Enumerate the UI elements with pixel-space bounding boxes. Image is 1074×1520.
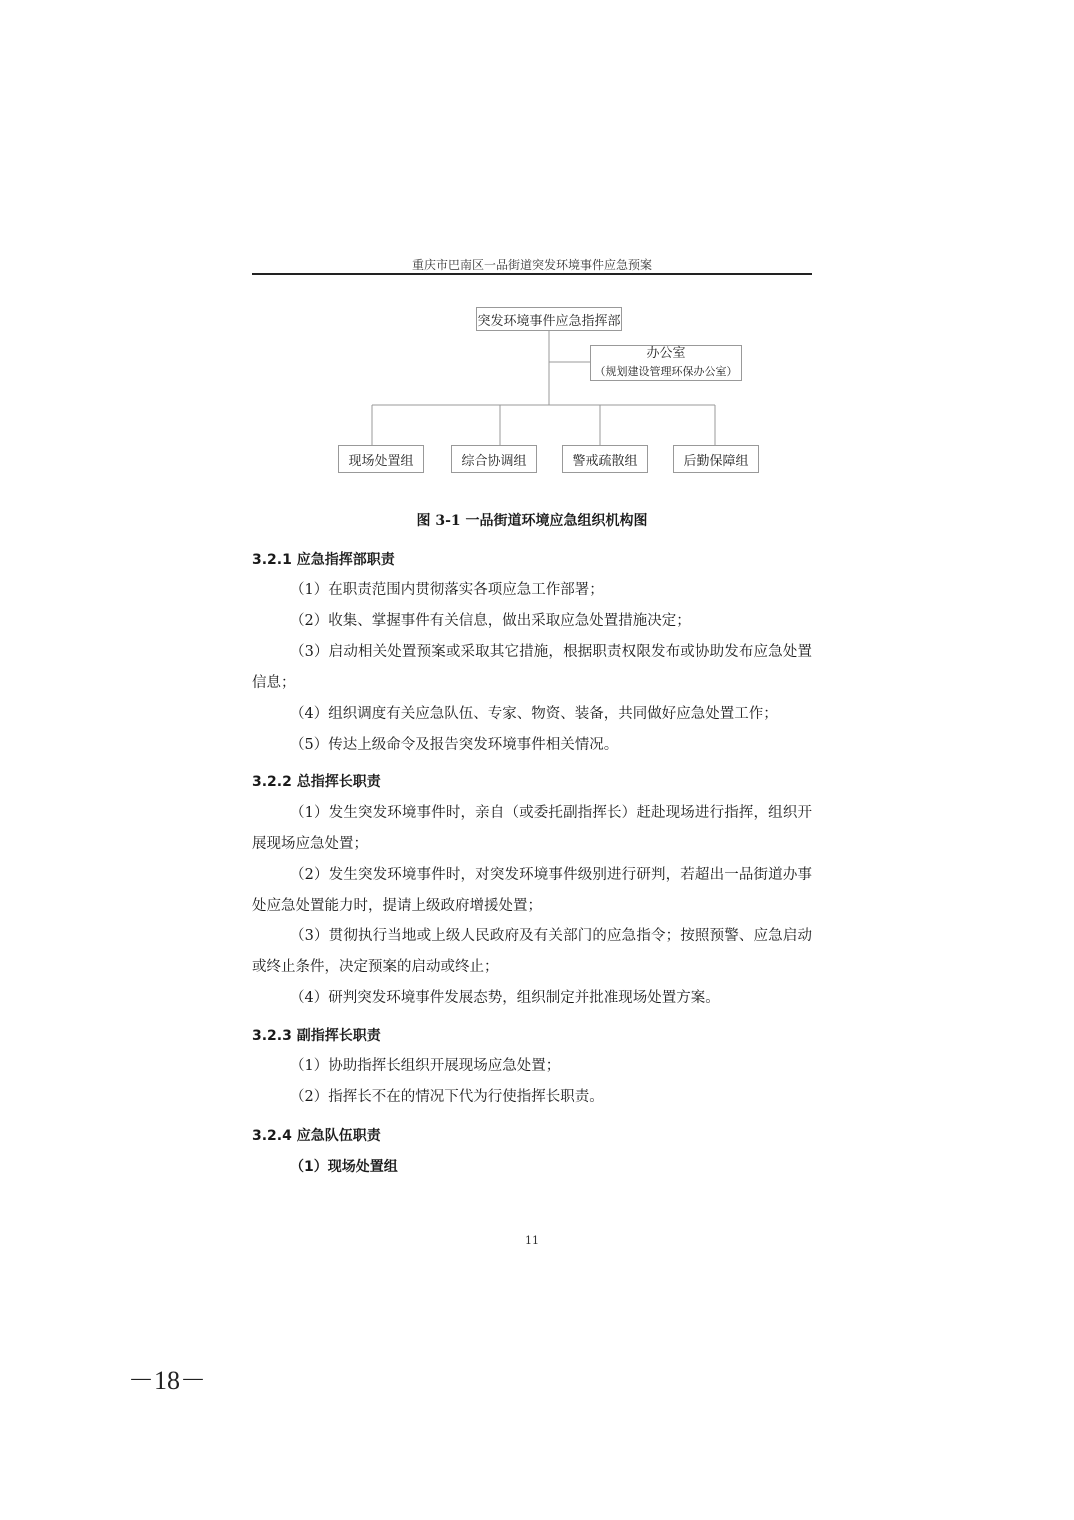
org-group-label: 后勤保障组 xyxy=(683,453,749,469)
org-office-note: （规划建设管理环保办公室） xyxy=(594,365,738,378)
org-group-box xyxy=(451,445,537,473)
section-title: 3.2.2 总指挥长职责 xyxy=(252,774,381,790)
org-group-label: 警戒疏散组 xyxy=(572,453,638,469)
paragraph: （1）协助指挥长组织开展现场应急处置； xyxy=(290,1058,561,1074)
org-root-label: 突发环境事件应急指挥部 xyxy=(477,313,621,329)
section-title: 3.2.1 应急指挥部职责 xyxy=(252,552,395,568)
org-group-label: 综合协调组 xyxy=(461,453,527,469)
org-group-box xyxy=(338,445,424,473)
org-group-box xyxy=(673,445,759,473)
outer-page-number: －18－ xyxy=(128,1366,207,1395)
paragraph: （1）在职责范围内贯彻落实各项应急工作部署； xyxy=(290,582,604,598)
paragraph: （1）发生突发环境事件时，亲自（或委托副指挥长）赶赴现场进行指挥，组织开展现场应急处置； xyxy=(252,805,812,852)
paragraph: （3）启动相关处置预案或采取其它措施，根据职责权限发布或协助发布应急处置信息； xyxy=(252,644,812,691)
figure-caption: 图 3-1 一品街道环境应急组织机构图 xyxy=(416,513,648,529)
section-title: 3.2.4 应急队伍职责 xyxy=(252,1128,381,1144)
paragraph: （2）收集、掌握事件有关信息，做出采取应急处置措施决定； xyxy=(290,613,691,629)
paragraph: （4）组织调度有关应急队伍、专家、物资、装备，共同做好应急处置工作； xyxy=(290,706,778,722)
org-office-box xyxy=(590,345,742,381)
paragraph: （3）贯彻执行当地或上级人民政府及有关部门的应急指令；按照预警、应急启动或终止条件，决定预案的启动或终止； xyxy=(252,928,812,975)
document-header: 重庆市巴南区一品街道突发环境事件应急预案 xyxy=(411,258,652,272)
inner-page-number: 11 xyxy=(525,1234,539,1247)
sub-section-title: （1）现场处置组 xyxy=(290,1159,398,1175)
paragraph: （4）研判突发环境事件发展态势，组织制定并批准现场处置方案。 xyxy=(290,990,720,1006)
org-group-label: 现场处置组 xyxy=(348,453,414,469)
paragraph: （5）传达上级命令及报告突发环境事件相关情况。 xyxy=(290,737,619,753)
section-title: 3.2.3 副指挥长职责 xyxy=(252,1028,381,1044)
org-root-box xyxy=(476,307,622,331)
paragraph: （2）发生突发环境事件时，对突发环境事件级别进行研判，若超出一品街道办事处应急处置能力时，提请上级政府增援处置； xyxy=(252,867,812,914)
paragraph: （2）指挥长不在的情况下代为行使指挥长职责。 xyxy=(290,1089,604,1105)
org-group-box xyxy=(562,445,648,473)
org-office-label: 办公室 xyxy=(646,346,686,361)
